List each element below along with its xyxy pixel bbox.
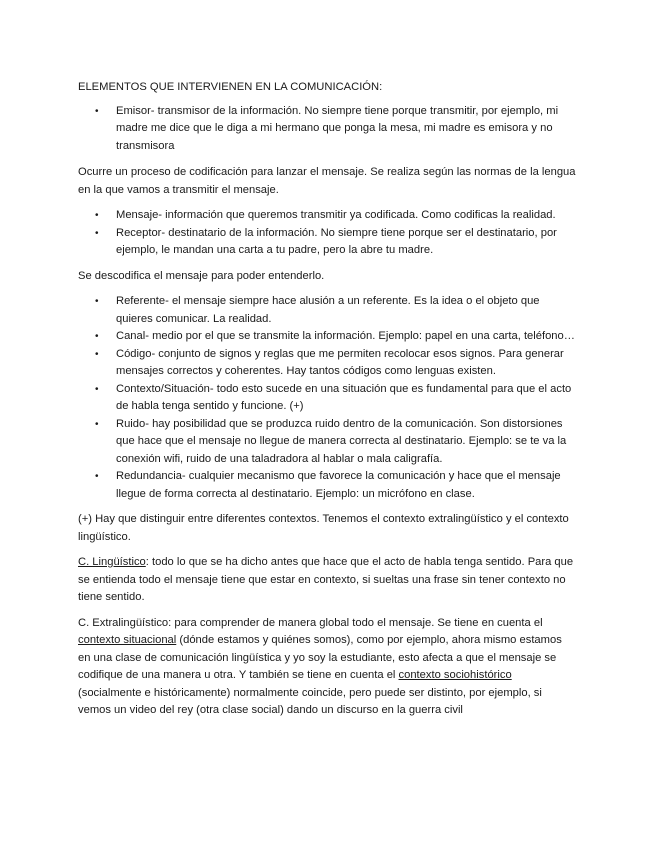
paragraph-contexto-linguistico <box>78 554 576 607</box>
list-item-text: Código- conjunto de signos y reglas que me permiten recolocar esos signos. Para generar mensajes correctos y coherentes. Hay tantos códigos como lenguas existen. <box>116 347 564 377</box>
bullet-icon: • <box>95 210 99 221</box>
bullet-list-emisor <box>78 103 576 156</box>
list-item <box>78 381 576 416</box>
bullet-list-elementos <box>78 293 576 503</box>
list-item <box>78 416 576 469</box>
bullet-icon: • <box>95 348 99 360</box>
list-item-text: Redundancia- cualquier mecanismo que favorece la comunicación y hace que el mensaje llegue de forma correcta al destinatario. Ejemplo: un micrófono en clase. <box>116 470 561 500</box>
list-item <box>78 293 576 328</box>
extra-end: (socialmente e históricamente) normalmente coincide, pero puede ser distinto, por ejemplo, si vemos un video del rey (otra clase social) dando un discurso en la guerra civil <box>78 686 542 716</box>
bullet-list-mensaje <box>78 207 576 260</box>
bullet-icon: • <box>95 331 99 342</box>
bullet-icon: • <box>95 471 99 482</box>
paragraph-descodificacion: Se descodifica el mensaje para poder entenderlo. <box>78 269 325 282</box>
bullet-icon: • <box>95 418 99 430</box>
section-title: ELEMENTOS QUE INTERVIENEN EN LA COMUNICACIÓN: <box>78 81 383 93</box>
list-item <box>78 207 576 225</box>
bullet-icon: • <box>95 383 99 395</box>
term-contexto-situacional: contexto situacional <box>78 634 177 646</box>
list-item-text: Mensaje- información que queremos transmitir ya codificada. Como codificas la realidad. <box>116 209 556 221</box>
extra-intro: C. Extralingüístico: para comprender de manera global todo el mensaje. Se tiene en cuenta el <box>78 616 543 629</box>
paragraph-contexto-extralinguistico <box>78 615 576 720</box>
term-linguistico: C. Lingüístico <box>78 556 146 568</box>
bullet-icon: • <box>95 105 99 117</box>
bullet-icon: • <box>95 296 99 307</box>
list-item <box>78 225 576 260</box>
list-item-text: Contexto/Situación- todo esto sucede en una situación que es fundamental para que el acto de habla tenga sentido y funcione. (+) <box>116 382 572 412</box>
extra-mid: (dónde estamos y quiénes somos), como por ejemplo, ahora mismo estamos en una clase de comunicación lingüística y yo soy la estudiante, esto afecta a que el mensaje se codifique de una manera u otra. Y también se tiene en cuenta el <box>78 634 562 681</box>
list-item <box>78 346 576 381</box>
list-item-text: Ruido- hay posibilidad que se produzca ruido dentro de la comunicación. Son distorsiones que hace que el mensaje no llegue de manera correcta al destinatario. Ejemplo: se te va la conexión wifi, ruido de una taladradora al hablar o mala caligrafía. <box>116 417 567 465</box>
paragraph-codificacion: Ocurre un proceso de codificación para lanzar el mensaje. Se realiza según las normas de la lengua en la que vamos a transmitir el mensaje. <box>78 166 576 196</box>
bullet-icon: • <box>95 227 99 239</box>
list-item-text: Receptor- destinatario de la información. No siempre tiene porque ser el destinatario, por ejemplo, le mandan una carta a tu padre, pero la abre tu madre. <box>116 226 557 256</box>
list-item <box>78 468 576 503</box>
list-item <box>78 103 576 156</box>
list-item-text: Emisor- transmisor de la información. No siempre tiene porque transmitir, por ejemplo, mi madre me dice que le diga a mi hermano que ponga la mesa, mi madre es emisora y no transmisora <box>116 104 559 152</box>
list-item-text: Canal- medio por el que se transmite la información. Ejemplo: papel en una carta, teléfono… <box>116 330 575 342</box>
list-item <box>78 328 576 346</box>
list-item-text: Referente- el mensaje siempre hace alusión a un referente. Es la idea o el objeto que quieres comunicar. La realidad. <box>116 295 540 325</box>
document-page <box>78 79 576 728</box>
term-contexto-sociohistorico: contexto sociohistórico <box>398 669 512 681</box>
linguistico-text: : todo lo que se ha dicho antes que hace que el acto de habla tenga sentido. Para que se entienda todo el mensaje tiene que estar en contexto, si sueltas una frase sin tener contexto no tiene sentido. <box>78 556 574 603</box>
paragraph-note: (+) Hay que distinguir entre diferentes contextos. Tenemos el contexto extralingüístico y el contexto lingüístico. <box>78 513 569 543</box>
